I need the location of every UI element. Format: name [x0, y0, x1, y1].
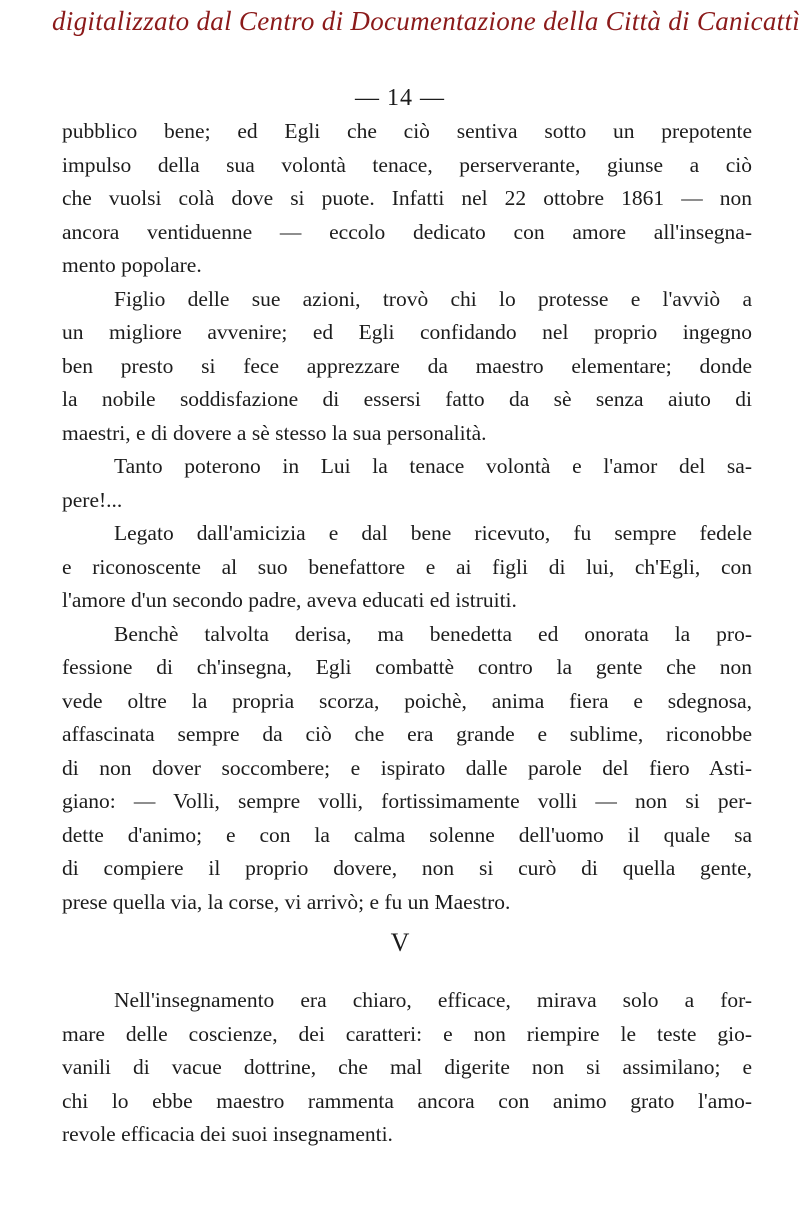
text-line: revole efficacia dei suoi insegnamenti.	[62, 1122, 393, 1146]
text-line: ancora ventiduenne — eccolo dedicato con amore all'insegna-	[62, 219, 752, 244]
text-line: vanili di vacue dottrine, che mal digerite non si assimilano; e	[62, 1055, 752, 1079]
text-line: chi lo ebbe maestro rammenta ancora con animo grato l'amo-	[62, 1088, 752, 1113]
text-line: affascinata sempre da ciò che era grande e sublime, riconobbe	[62, 722, 752, 746]
section-heading: V	[390, 928, 410, 957]
text-line: l'amore d'un secondo padre, aveva educati ed istruiti.	[62, 588, 517, 612]
text-line: di non dover soccombere; e ispirato dalle parole del fiero Asti-	[62, 755, 752, 780]
text-line: giano: — Volli, sempre volli, fortissimamente volli — non si per-	[62, 789, 752, 813]
text-line: ben presto si fece apprezzare da maestro elementare; donde	[62, 353, 752, 378]
text-line: fessione di ch'insegna, Egli combattè contro la gente che non	[62, 655, 752, 679]
text-line: dette d'animo; e con la calma solenne dell'uomo il quale sa	[62, 822, 752, 847]
text-line: pubblico bene; ed Egli che ciò sentiva sotto un prepotente	[62, 119, 752, 143]
text-line: maestri, e di dovere a sè stesso la sua personalità.	[62, 420, 487, 445]
text-line: un migliore avvenire; ed Egli confidando nel proprio ingegno	[62, 320, 752, 344]
text-line: Benchè talvolta derisa, ma benedetta ed onorata la pro-	[114, 621, 752, 646]
text-line: Nell'insegnamento era chiaro, efficace, mirava solo a for-	[114, 988, 752, 1012]
watermark: digitalizzato dal Centro di Documentazione della Città di Canicattì	[52, 6, 800, 36]
text-line: impulso della sua volontà tenace, perserverante, giunse a ciò	[62, 152, 752, 177]
text-line: prese quella via, la corse, vi arrivò; e fu un Maestro.	[62, 889, 511, 914]
page-number: — 14 —	[355, 85, 445, 111]
text-line: Tanto poterono in Lui la tenace volontà e l'amor del sa-	[114, 454, 752, 478]
text-line: pere!...	[62, 487, 123, 512]
text-line: mare delle coscienze, dei caratteri: e non riempire le teste gio-	[62, 1021, 752, 1046]
text-line: vede oltre la propria scorza, poichè, anima fiera e sdegnosa,	[62, 688, 752, 713]
text-line: e riconoscente al suo benefattore e ai figli di lui, ch'Egli, con	[62, 554, 752, 579]
text-line: Legato dall'amicizia e dal bene ricevuto, fu sempre fedele	[114, 521, 752, 545]
text-line: di compiere il proprio dovere, non si curò di quella gente,	[62, 856, 752, 880]
text-line: Figlio delle sue azioni, trovò chi lo protesse e l'avviò a	[114, 286, 752, 311]
text-block-main	[62, 115, 752, 919]
text-line: la nobile soddisfazione di essersi fatto da sè senza aiuto di	[62, 387, 752, 411]
text-block-section-v	[62, 984, 752, 1152]
text-line: che vuolsi colà dove si puote. Infatti nel 22 ottobre 1861 — non	[62, 186, 752, 210]
text-line: mento popolare.	[62, 253, 202, 277]
